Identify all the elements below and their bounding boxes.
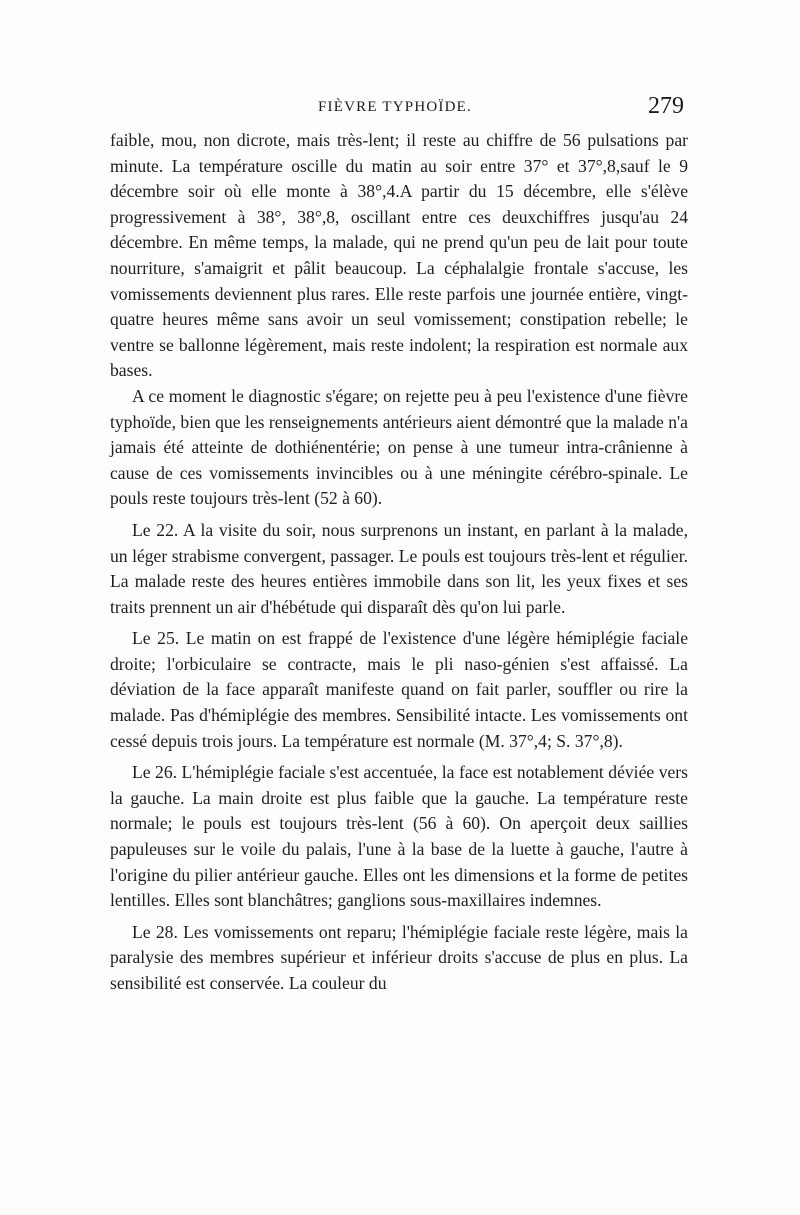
paragraph-day-25: Le 25. Le matin on est frappé de l'existence d'une légère hémiplégie faciale droite; l'orbiculaire se contracte, mais le pli naso-génien s'est affaissé. La déviation de la face apparaît manifeste quand on fait parler, souffler ou rire la malade. Pas d'hémiplégie des membres. Sensibilité intacte. Les vomissements ont cessé depuis trois jours. La température est normale (M. 37°,4; S. 37°,8). bbox=[110, 628, 688, 751]
paragraph-day-22: Le 22. A la visite du soir, nous surprenons un instant, en parlant à la malade, un léger strabisme convergent, passager. Le pouls est toujours très-lent et régulier. La malade reste des heures entières immobile dans son lit, les yeux fixes et ses traits prennent un air d'hébétude qui disparaît dès qu'on lui parle. bbox=[110, 519, 688, 617]
paragraph-day-28: Le 28. Les vomissements ont reparu; l'hémiplégie faciale reste légère, mais la paralysie des membres supérieur et inférieur droits s'accuse de plus en plus. La sensibilité est conservée. La couleur du bbox=[110, 921, 688, 993]
paragraph-diagnostic: A ce moment le diagnostic s'égare; on rejette peu à peu l'existence d'une fièvre typhoïde, bien que les renseignements antérieurs aient démontré que la malade n'a jamais été atteinte de dothiénentérie; on pense à une tumeur intra-crânienne à cause de ces vomissements invincibles ou à une méningite cérébro-spinale. Le pouls reste toujours très-lent (52 à 60). bbox=[110, 385, 688, 509]
body-text bbox=[110, 128, 688, 997]
paragraph-continuation: faible, mou, non dicrote, mais très-lent; il reste au chiffre de 56 pulsations par minute. La température oscille du matin au soir entre 37° et 37°,8,sauf le 9 décembre soir où elle monte à 38°,4.A partir du 15 décembre, elle s'élève progressivement à 38°, 38°,8, oscillant entre ces deuxchiffres jusqu'au 24 décembre. En même temps, la malade, qui ne prend qu'un peu de lait pour toute nourriture, s'amaigrit et pâlit beaucoup. La céphalalgie frontale s'accuse, les vomissements deviennent plus rares. Elle reste parfois une journée entière, vingt-quatre heures même sans avoir un seul vomissement; constipation rebelle; le ventre se ballonne légèrement, mais reste indolent; la respiration est normale aux bases. bbox=[110, 130, 688, 381]
paragraph-day-26: Le 26. L'hémiplégie faciale s'est accentuée, la face est notablement déviée vers la gauche. La main droite est plus faible que la gauche. La température reste normale; le pouls est toujours très-lent (56 à 60). On aperçoit deux saillies papuleuses sur le voile du palais, l'une à la base de la luette à gauche, l'autre à l'origine du pilier antérieur gauche. Elles ont les dimensions et la forme de petites lentilles. Elles sont blanchâtres; ganglions sous-maxillaires indemnes. bbox=[110, 762, 688, 911]
page-header bbox=[108, 95, 688, 125]
running-title: FIÈVRE TYPHOÏDE. bbox=[318, 99, 472, 115]
page-number: 279 bbox=[648, 93, 684, 119]
